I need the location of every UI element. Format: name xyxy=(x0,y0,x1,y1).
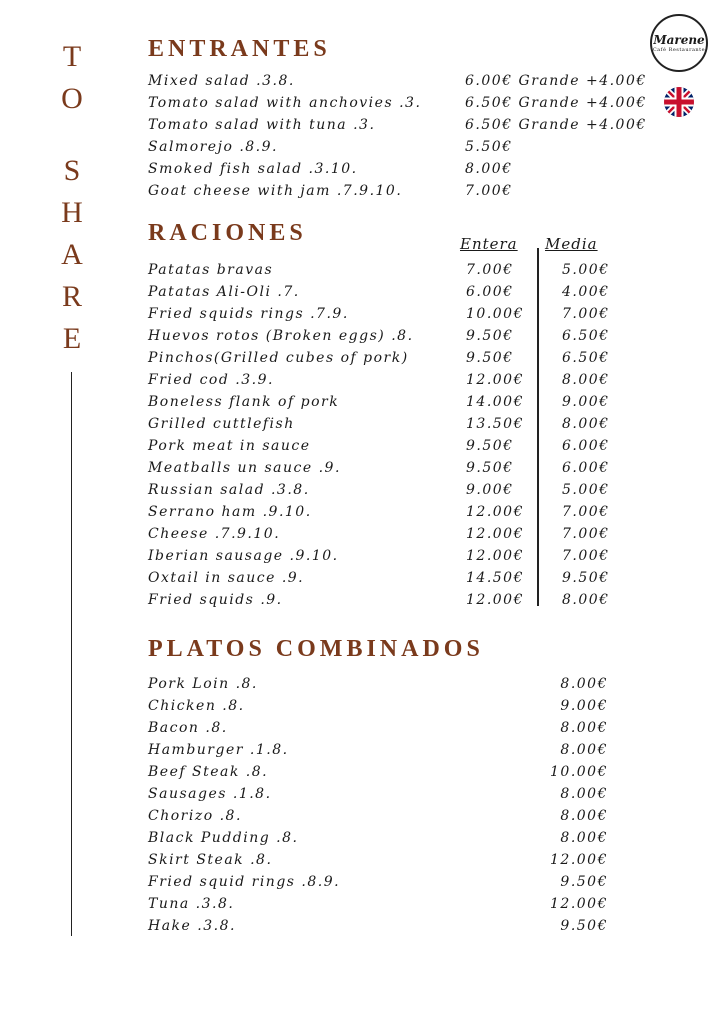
menu-item-name: Serrano ham .9.10. xyxy=(148,504,312,520)
menu-item-price: 8.00€ xyxy=(560,720,608,736)
menu-item-name: Meatballs un sauce .9. xyxy=(148,460,341,476)
menu-item-name: Mixed salad .3.8. xyxy=(148,73,295,89)
menu-item-price-entera: 7.00€ xyxy=(466,262,514,278)
menu-item-price-media: 5.00€ xyxy=(562,262,610,278)
menu-item-name: Tomato salad with anchovies .3. xyxy=(148,95,422,111)
menu-item-price-entera: 12.00€ xyxy=(466,526,524,542)
menu-item-price-entera: 13.50€ xyxy=(466,416,524,432)
menu-item-name: Iberian sausage .9.10. xyxy=(148,548,339,564)
menu-item-price-media: 7.00€ xyxy=(562,526,610,542)
menu-item-name: Chorizo .8. xyxy=(148,808,242,824)
menu-item-price: 9.00€ xyxy=(560,698,608,714)
menu-item-price: 7.00€ xyxy=(465,183,513,199)
menu-item-price-entera: 9.00€ xyxy=(466,482,514,498)
menu-item-price: 10.00€ xyxy=(550,764,608,780)
menu-item-price: 6.00€ Grande +4.00€ xyxy=(465,73,647,89)
menu-item-price-entera: 10.00€ xyxy=(466,306,524,322)
menu-item-name: Goat cheese with jam .7.9.10. xyxy=(148,183,403,199)
restaurant-logo xyxy=(650,14,708,72)
column-header-entera: Entera xyxy=(460,235,518,253)
column-header-media: Media xyxy=(545,235,598,253)
menu-item-name: Black Pudding .8. xyxy=(148,830,299,846)
logo-brand: Marene xyxy=(653,33,705,47)
menu-item-name: Fried cod .3.9. xyxy=(148,372,274,388)
logo-subtitle: Café Restaurante xyxy=(652,47,706,53)
menu-item-name: Beef Steak .8. xyxy=(148,764,269,780)
menu-item-price-entera: 6.00€ xyxy=(466,284,514,300)
menu-item-name: Grilled cuttlefish xyxy=(148,416,295,432)
menu-item-name: Hamburger .1.8. xyxy=(148,742,289,758)
menu-item-price-entera: 14.00€ xyxy=(466,394,524,410)
menu-item-name: Oxtail in sauce .9. xyxy=(148,570,305,586)
menu-item-name: Tuna .3.8. xyxy=(148,896,235,912)
menu-item-price: 8.00€ xyxy=(560,676,608,692)
menu-item-price-entera: 12.00€ xyxy=(466,548,524,564)
menu-item-price-media: 8.00€ xyxy=(562,592,610,608)
side-letter: S xyxy=(63,154,81,187)
menu-item-price-entera: 12.00€ xyxy=(466,372,524,388)
menu-item-price-entera: 12.00€ xyxy=(466,504,524,520)
menu-item-name: Chicken .8. xyxy=(148,698,245,714)
menu-item-name: Pork meat in sauce xyxy=(148,438,311,454)
menu-item-price-media: 5.00€ xyxy=(562,482,610,498)
menu-item-name: Fried squid rings .8.9. xyxy=(148,874,341,890)
menu-item-price: 8.00€ xyxy=(560,742,608,758)
menu-item-price: 8.00€ xyxy=(560,830,608,846)
section-title-raciones: RACIONES xyxy=(148,220,307,246)
column-divider xyxy=(537,248,539,606)
menu-item-name: Pork Loin .8. xyxy=(148,676,258,692)
menu-item-price-entera: 9.50€ xyxy=(466,328,514,344)
menu-item-name: Fried squids .9. xyxy=(148,592,283,608)
menu-item-price-media: 7.00€ xyxy=(562,504,610,520)
menu-item-price: 8.00€ xyxy=(465,161,513,177)
menu-item-name: Bacon .8. xyxy=(148,720,228,736)
menu-item-price: 12.00€ xyxy=(550,896,608,912)
menu-item-name: Sausages .1.8. xyxy=(148,786,272,802)
side-letter: R xyxy=(61,280,82,313)
menu-item-price-media: 8.00€ xyxy=(562,416,610,432)
menu-item-name: Tomato salad with tuna .3. xyxy=(148,117,376,133)
side-letter: H xyxy=(61,196,83,229)
menu-item-price-media: 9.00€ xyxy=(562,394,610,410)
menu-item-price-media: 7.00€ xyxy=(562,548,610,564)
menu-item-price: 5.50€ xyxy=(465,139,513,155)
menu-item-price: 9.50€ xyxy=(560,874,608,890)
menu-item-price: 8.00€ xyxy=(560,808,608,824)
menu-item-price: 6.50€ Grande +4.00€ xyxy=(465,95,647,111)
menu-item-name: Fried squids rings .7.9. xyxy=(148,306,349,322)
uk-flag-icon[interactable] xyxy=(664,87,694,117)
side-letter: E xyxy=(62,322,82,355)
side-title-to-share xyxy=(52,36,92,360)
menu-item-name: Pinchos(Grilled cubes of pork) xyxy=(148,350,409,366)
menu-item-price-media: 7.00€ xyxy=(562,306,610,322)
menu-item-name: Patatas Ali-Oli .7. xyxy=(148,284,300,300)
side-letter: O xyxy=(61,82,83,115)
side-letter: A xyxy=(61,238,83,271)
section-title-entrantes: ENTRANTES xyxy=(148,36,331,62)
side-divider xyxy=(71,372,72,936)
menu-item-price: 12.00€ xyxy=(550,852,608,868)
menu-item-name: Smoked fish salad .3.10. xyxy=(148,161,358,177)
menu-item-price-entera: 9.50€ xyxy=(466,350,514,366)
menu-item-price-media: 6.50€ xyxy=(562,328,610,344)
menu-item-name: Russian salad .3.8. xyxy=(148,482,310,498)
menu-item-price-media: 9.50€ xyxy=(562,570,610,586)
menu-item-price-entera: 12.00€ xyxy=(466,592,524,608)
menu-item-name: Huevos rotos (Broken eggs) .8. xyxy=(148,328,414,344)
menu-item-price-entera: 9.50€ xyxy=(466,438,514,454)
menu-item-price: 8.00€ xyxy=(560,786,608,802)
menu-item-price: 6.50€ Grande +4.00€ xyxy=(465,117,647,133)
menu-item-name: Salmorejo .8.9. xyxy=(148,139,278,155)
menu-item-name: Boneless flank of pork xyxy=(148,394,340,410)
menu-item-price: 9.50€ xyxy=(560,918,608,934)
menu-item-price-media: 4.00€ xyxy=(562,284,610,300)
menu-item-price-entera: 9.50€ xyxy=(466,460,514,476)
menu-item-name: Hake .3.8. xyxy=(148,918,236,934)
section-title-platos-combinados: PLATOS COMBINADOS xyxy=(148,636,484,662)
menu-item-name: Patatas bravas xyxy=(148,262,274,278)
menu-item-price-media: 6.00€ xyxy=(562,438,610,454)
menu-item-price-media: 6.00€ xyxy=(562,460,610,476)
menu-item-price-media: 6.50€ xyxy=(562,350,610,366)
menu-item-price-entera: 14.50€ xyxy=(466,570,524,586)
menu-item-price-media: 8.00€ xyxy=(562,372,610,388)
menu-item-name: Cheese .7.9.10. xyxy=(148,526,281,542)
side-letter: T xyxy=(62,40,82,73)
menu-item-name: Skirt Steak .8. xyxy=(148,852,273,868)
